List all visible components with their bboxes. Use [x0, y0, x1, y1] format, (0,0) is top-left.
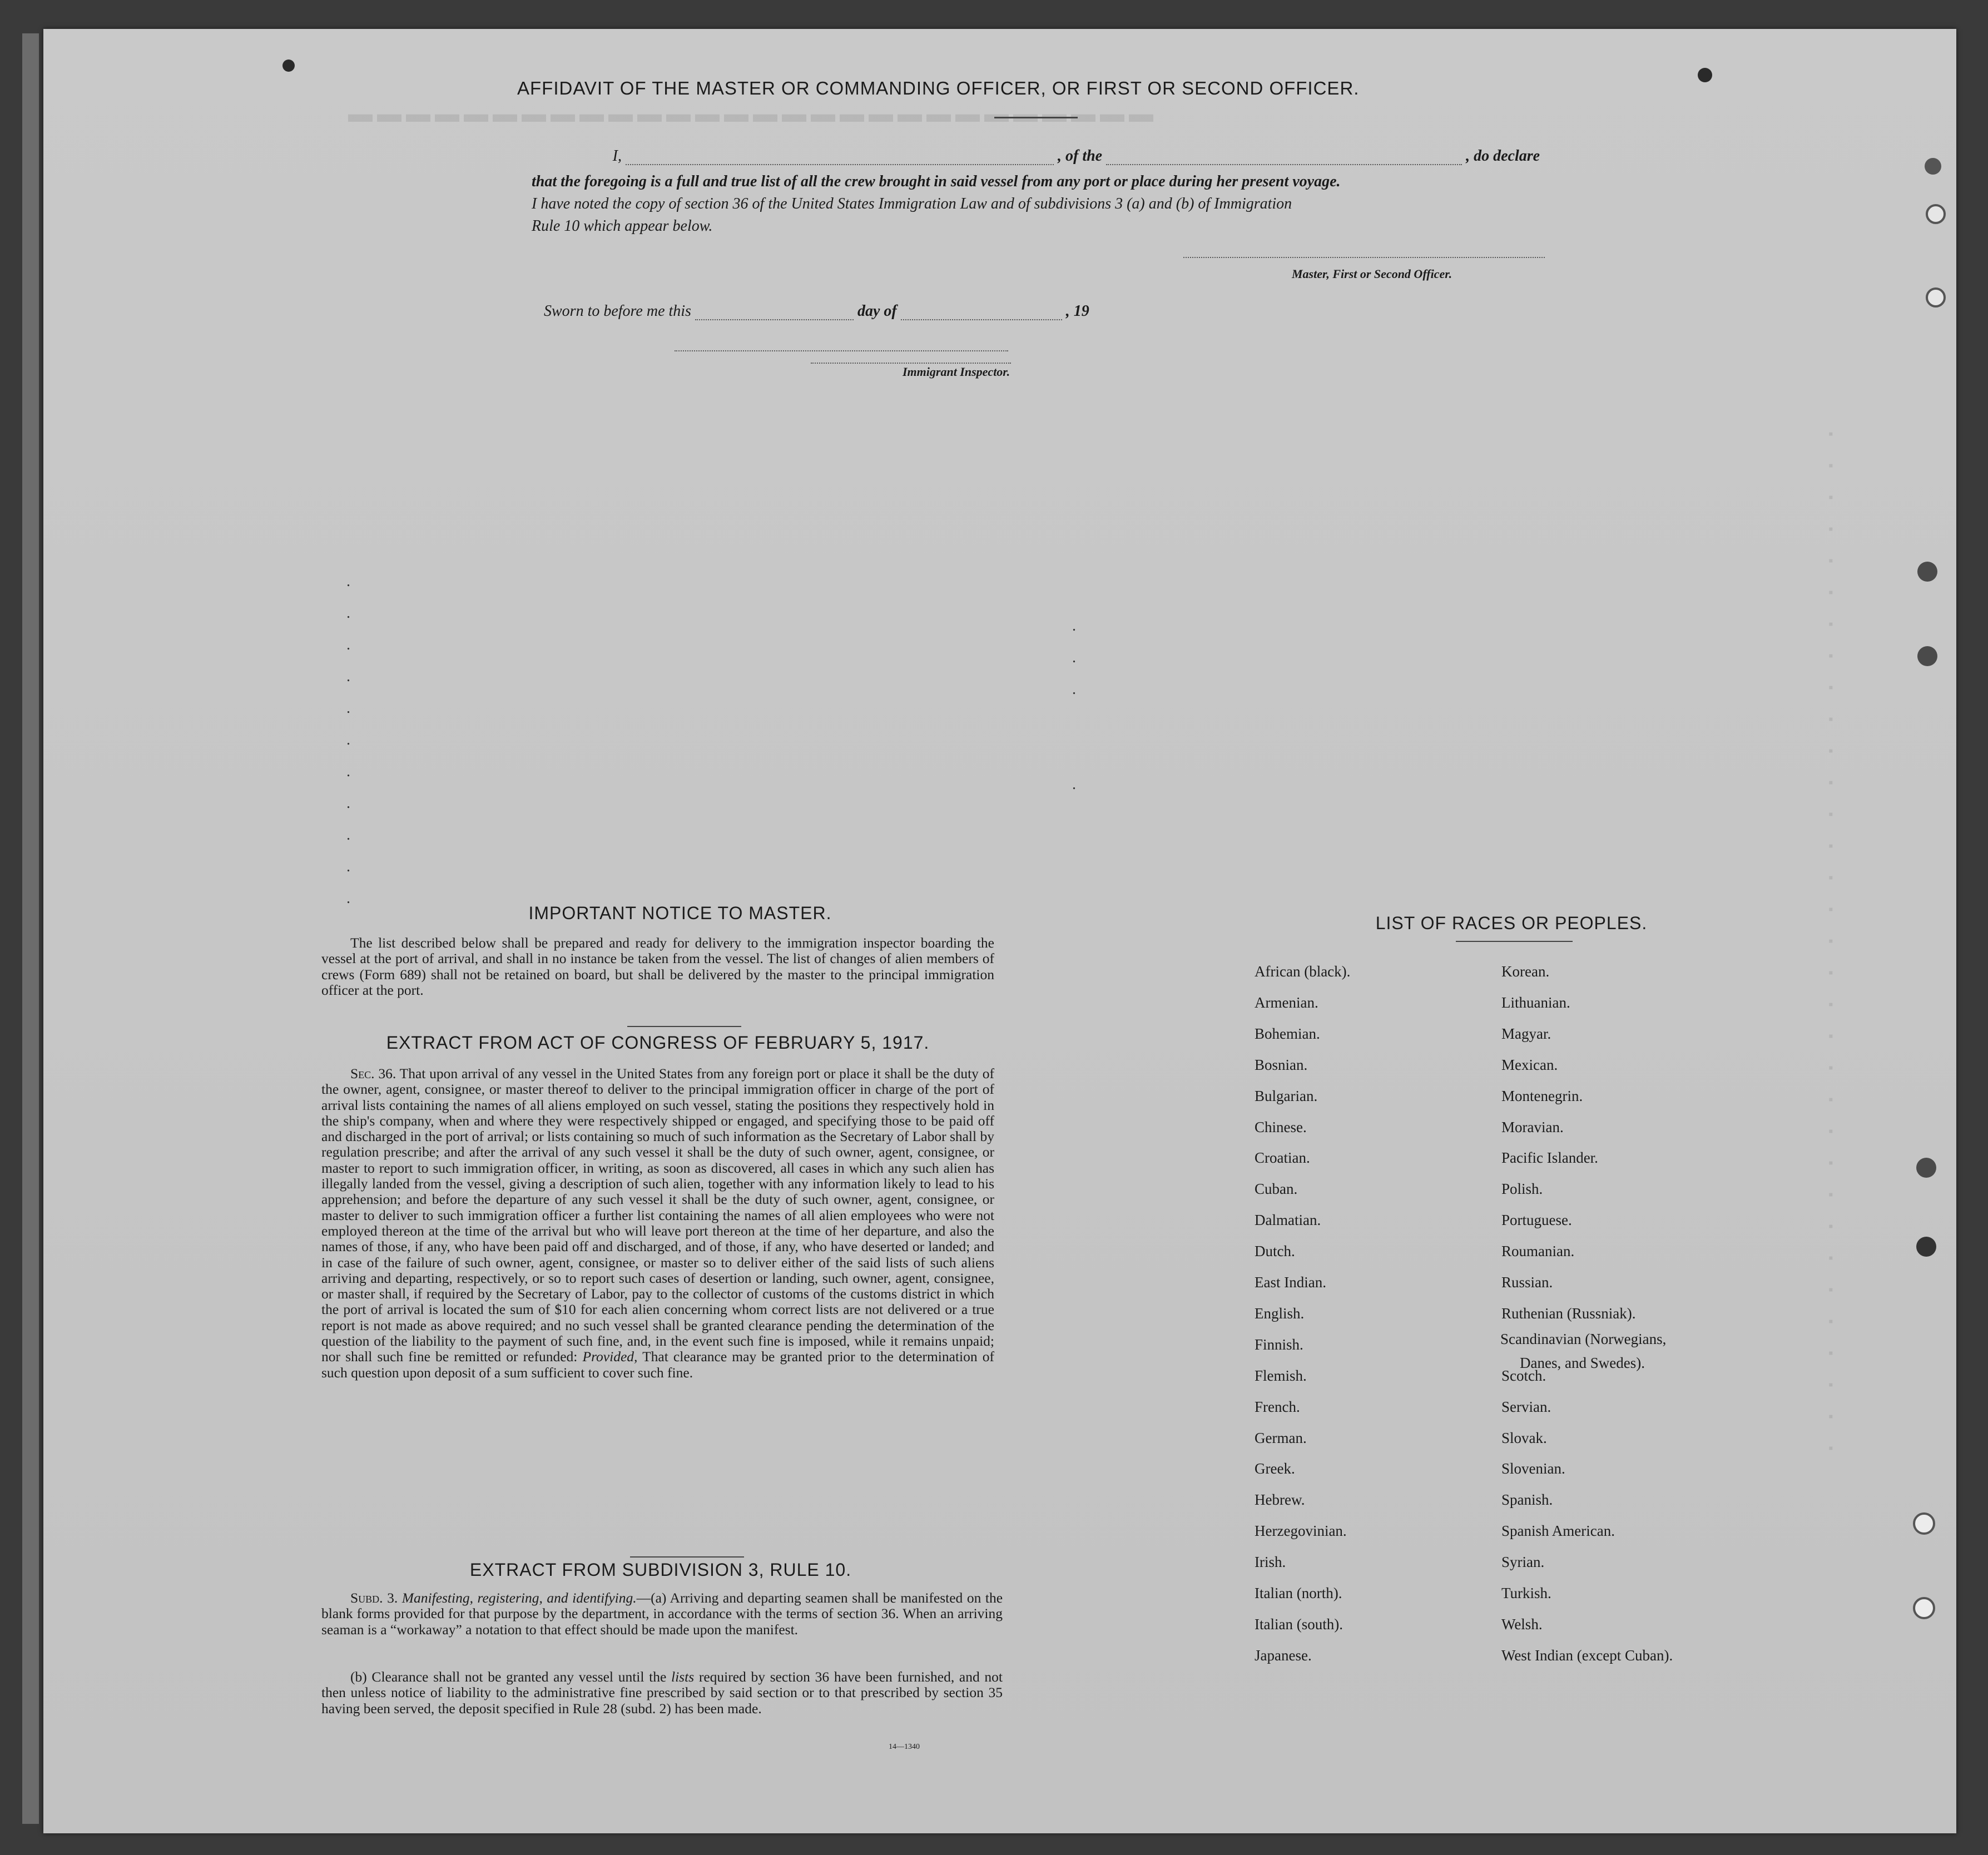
- race-item: Pacific Islander.: [1501, 1149, 1598, 1167]
- affidavit-text-line: Rule 10 which appear below.: [532, 217, 713, 235]
- race-item: French.: [1255, 1398, 1300, 1415]
- rule-text-b-lists: lists: [671, 1669, 695, 1685]
- race-item: Magyar.: [1501, 1025, 1551, 1042]
- margin-dots: . . . .: [1072, 617, 1076, 793]
- vessel-field[interactable]: [1106, 148, 1462, 165]
- section-rule: [630, 1556, 744, 1558]
- punch-hole: [1913, 1597, 1935, 1619]
- race-item: Bosnian.: [1255, 1056, 1308, 1073]
- races-heading: LIST OF RACES OR PEOPLES.: [1375, 913, 1648, 933]
- notice-text: The list described below shall be prepared and ready for delivery to the immigration inspector boarding the vessel at the port of arrival, and shall in no instance be taken from the vessel. The list of changes of alien members of crews (Form 689) shall not be retained on board, but shall be delivered by the master to the principal immigration officer at the port.: [321, 935, 994, 998]
- race-item: Slovak.: [1501, 1429, 1547, 1446]
- punch-hole: [1925, 158, 1941, 175]
- race-item: English.: [1255, 1305, 1305, 1322]
- sworn-line: [544, 302, 1089, 320]
- punch-hole: [1917, 646, 1937, 666]
- race-item: Turkish.: [1501, 1585, 1551, 1601]
- master-signature-field[interactable]: [1183, 257, 1545, 258]
- race-item: Russian.: [1501, 1274, 1553, 1291]
- sworn-month-field[interactable]: [901, 304, 1062, 320]
- race-item: Bohemian.: [1255, 1025, 1320, 1042]
- bleed-through-title: ▬▬▬▬▬▬▬▬▬▬▬▬▬▬▬▬▬▬▬▬▬▬▬▬▬▬▬▬: [344, 100, 1153, 127]
- punch-hole: [1926, 204, 1946, 224]
- race-item: Moravian.: [1501, 1118, 1564, 1135]
- bleed-through-row-numbers: ▪ ▪ ▪ ▪ ▪ ▪ ▪ ▪ ▪ ▪ ▪ ▪ ▪ ▪ ▪ ▪ ▪ ▪ ▪ ▪ ▪ ▪ ▪ ▪ ▪ ▪ ▪ ▪ ▪ ▪ ▪ ▪ ▪: [1828, 426, 1833, 1456]
- rule-text-b-end: required by section 36 have been furnished, and not then unless notice of liability to the administrative fine prescribed by said section or to that prescribed by section 35 having been served, the deposit specified in Rule 28 (subd. 2) has been made.: [321, 1669, 1003, 1717]
- race-item: Korean.: [1501, 963, 1550, 980]
- year-label: , 19: [1065, 302, 1089, 320]
- manifest-page: [43, 29, 1956, 1833]
- master-signature-label: Master, First or Second Officer.: [1292, 267, 1452, 281]
- punch-hole: [282, 59, 295, 72]
- race-item: West Indian (except Cuban).: [1501, 1646, 1673, 1664]
- race-item: Montenegrin.: [1501, 1087, 1583, 1104]
- inspector-signature-field-2[interactable]: [811, 363, 1011, 364]
- punch-hole: [1916, 1237, 1936, 1257]
- race-item: Slovenian.: [1501, 1460, 1565, 1477]
- rule-text-a-body: —(a) Arriving and departing seamen shall be manifested on the blank forms provided for that purpose by the department, in accordance with the terms of section 36. When an arriving seaman is a “workaway” a notation to that effect should be made upon the manifest.: [321, 1590, 1003, 1638]
- races-rule: [1456, 941, 1573, 942]
- race-item: Japanese.: [1255, 1646, 1312, 1664]
- act-text: [321, 1066, 994, 1381]
- name-field[interactable]: [626, 148, 1054, 165]
- race-item: Lithuanian.: [1501, 994, 1570, 1011]
- race-item: African (black).: [1255, 963, 1351, 980]
- subd-title: Manifesting, registering, and identifying.: [401, 1590, 637, 1606]
- race-item: East Indian.: [1255, 1274, 1326, 1291]
- rule-text-b-start: (b) Clearance shall not be granted any vessel until the: [350, 1669, 667, 1685]
- race-item: Flemish.: [1255, 1367, 1307, 1384]
- inspector-label: Immigrant Inspector.: [903, 365, 1010, 379]
- affidavit-text: [532, 171, 1341, 237]
- race-item: Spanish American.: [1501, 1522, 1615, 1540]
- act-text-end: That clearance may be granted prior to the determination of such question upon deposit of a sum sufficient to cover such fine.: [321, 1348, 994, 1381]
- punch-hole: [1916, 1158, 1936, 1178]
- notice-heading: IMPORTANT NOTICE TO MASTER.: [528, 903, 832, 923]
- provided-label: Provided,: [582, 1348, 638, 1365]
- affidavit-text-line: I have noted the copy of section 36 of the United States Immigration Law and of subdivisions 3 (a) and (b) of Immigration: [532, 195, 1292, 212]
- race-item: Syrian.: [1501, 1554, 1545, 1571]
- race-item-continuation: Danes, and Swedes).: [1520, 1355, 1645, 1371]
- affidavit-text-line: that the foregoing is a full and true list of all the crew brought in said vessel from any port or place during her present voyage.: [532, 173, 1341, 190]
- sworn-day-field[interactable]: [695, 304, 854, 320]
- subd-label: Subd. 3.: [350, 1590, 398, 1606]
- race-item: Roumanian.: [1501, 1243, 1575, 1260]
- rule-text-b: [321, 1669, 1003, 1717]
- race-item: Mexican.: [1501, 1056, 1558, 1073]
- day-of-label: day of: [857, 302, 897, 320]
- punch-hole: [1698, 68, 1712, 82]
- binding-edge: [22, 33, 39, 1824]
- do-declare-label: , do declare: [1466, 147, 1540, 165]
- race-item: Croatian.: [1255, 1149, 1310, 1167]
- race-item: Greek.: [1255, 1460, 1295, 1477]
- sworn-label: Sworn to before me this: [544, 302, 691, 320]
- race-item: Spanish.: [1501, 1491, 1553, 1509]
- section-rule: [627, 1026, 741, 1027]
- inspector-signature-field[interactable]: [675, 350, 1008, 351]
- margin-dots: . . . . . . . . . . .: [346, 573, 350, 907]
- race-item: Chinese.: [1255, 1118, 1307, 1135]
- race-item: Ruthenian (Russniak).: [1501, 1305, 1636, 1322]
- race-item: Finnish.: [1255, 1336, 1303, 1353]
- title-underline: [994, 117, 1078, 118]
- race-item: Irish.: [1255, 1554, 1286, 1571]
- punch-hole: [1926, 287, 1946, 307]
- sec-label: Sec. 36.: [350, 1065, 396, 1082]
- race-item: Herzegovinian.: [1255, 1522, 1347, 1540]
- race-item: Scandinavian (Norwegians,: [1500, 1330, 1667, 1347]
- race-item: Hebrew.: [1255, 1491, 1305, 1509]
- form-number: 14—1340: [889, 1743, 920, 1751]
- act-heading: EXTRACT FROM ACT OF CONGRESS OF FEBRUARY 5, 1917.: [386, 1033, 930, 1053]
- rule-heading: EXTRACT FROM SUBDIVISION 3, RULE 10.: [469, 1560, 852, 1580]
- race-item: Welsh.: [1501, 1615, 1543, 1633]
- race-item: Italian (south).: [1255, 1615, 1343, 1633]
- race-item: Armenian.: [1255, 994, 1318, 1011]
- race-item: Scotch.: [1501, 1367, 1546, 1384]
- race-item: German.: [1255, 1429, 1307, 1446]
- race-item: Dalmatian.: [1255, 1212, 1321, 1229]
- race-item: Bulgarian.: [1255, 1087, 1318, 1104]
- race-item: Portuguese.: [1501, 1212, 1572, 1229]
- act-text-body: That upon arrival of any vessel in the United States from any foreign port or place it shall be the duty of the owner, agent, consignee, or master thereof to deliver to the principal immigration officer in charge of the port of arrival lists containing the names of all aliens employed on such vessel, stating the positions they respectively hold in the ship's company, when and where they were respectively shipped or engaged, and specifying those to be paid off and discharged in the port of arrival; or lists containing so much of such information as the Secretary of Labor shall by regulation prescribe; and after the arrival of any such vessel it shall be the duty of such owner, agent, consignee, or master to report to such immigration officer, in writing, as soon as discovered, all cases in which any such alien has illegally landed from the vessel, giving a description of such alien, together with any information likely to lead to his apprehension; and before the departure of any such vessel it shall be the duty of such owner, agent, consignee, or master to deliver to such immigration officer a further list containing the names of all alien employees who were not employed thereon at the time of the arrival but who will leave port thereon at the time of her departure, and also the names of those, if any, who have been paid off and discharged, and of those, if any, who have deserted or landed; and in case of the failure of such owner, agent, consignee, or master so to deliver either of the said lists of such aliens arriving and departing, respectively, or so to report such cases of desertion or landing, such owner, agent, consignee, or master shall, if required by the Secretary of Labor, pay to the collector of customs of the customs district in which the port of arrival is located the sum of $10 for each alien concerning whom correct lists are not delivered or a true report is not made as above required; and no such vessel shall be granted clearance pending the determination of the question of the liability to the payment of such fine, and, in the event such fine is imposed, while it remains unpaid; nor shall such fine be remitted or refunded:: [321, 1065, 994, 1365]
- affidavit-declaration-line: [538, 147, 1584, 165]
- rule-text-a: [321, 1590, 1003, 1638]
- affidavit-title: AFFIDAVIT OF THE MASTER OR COMMANDING OFFICER, OR FIRST OR SECOND OFFICER.: [517, 78, 1360, 98]
- race-item: Dutch.: [1255, 1243, 1295, 1260]
- of-the-label: , of the: [1058, 147, 1103, 165]
- race-item: Cuban.: [1255, 1181, 1298, 1198]
- race-item: Italian (north).: [1255, 1585, 1342, 1601]
- race-item: Polish.: [1501, 1181, 1543, 1198]
- punch-hole: [1917, 562, 1937, 582]
- race-item: Servian.: [1501, 1398, 1551, 1415]
- i-label: I,: [612, 147, 622, 165]
- punch-hole: [1913, 1512, 1935, 1535]
